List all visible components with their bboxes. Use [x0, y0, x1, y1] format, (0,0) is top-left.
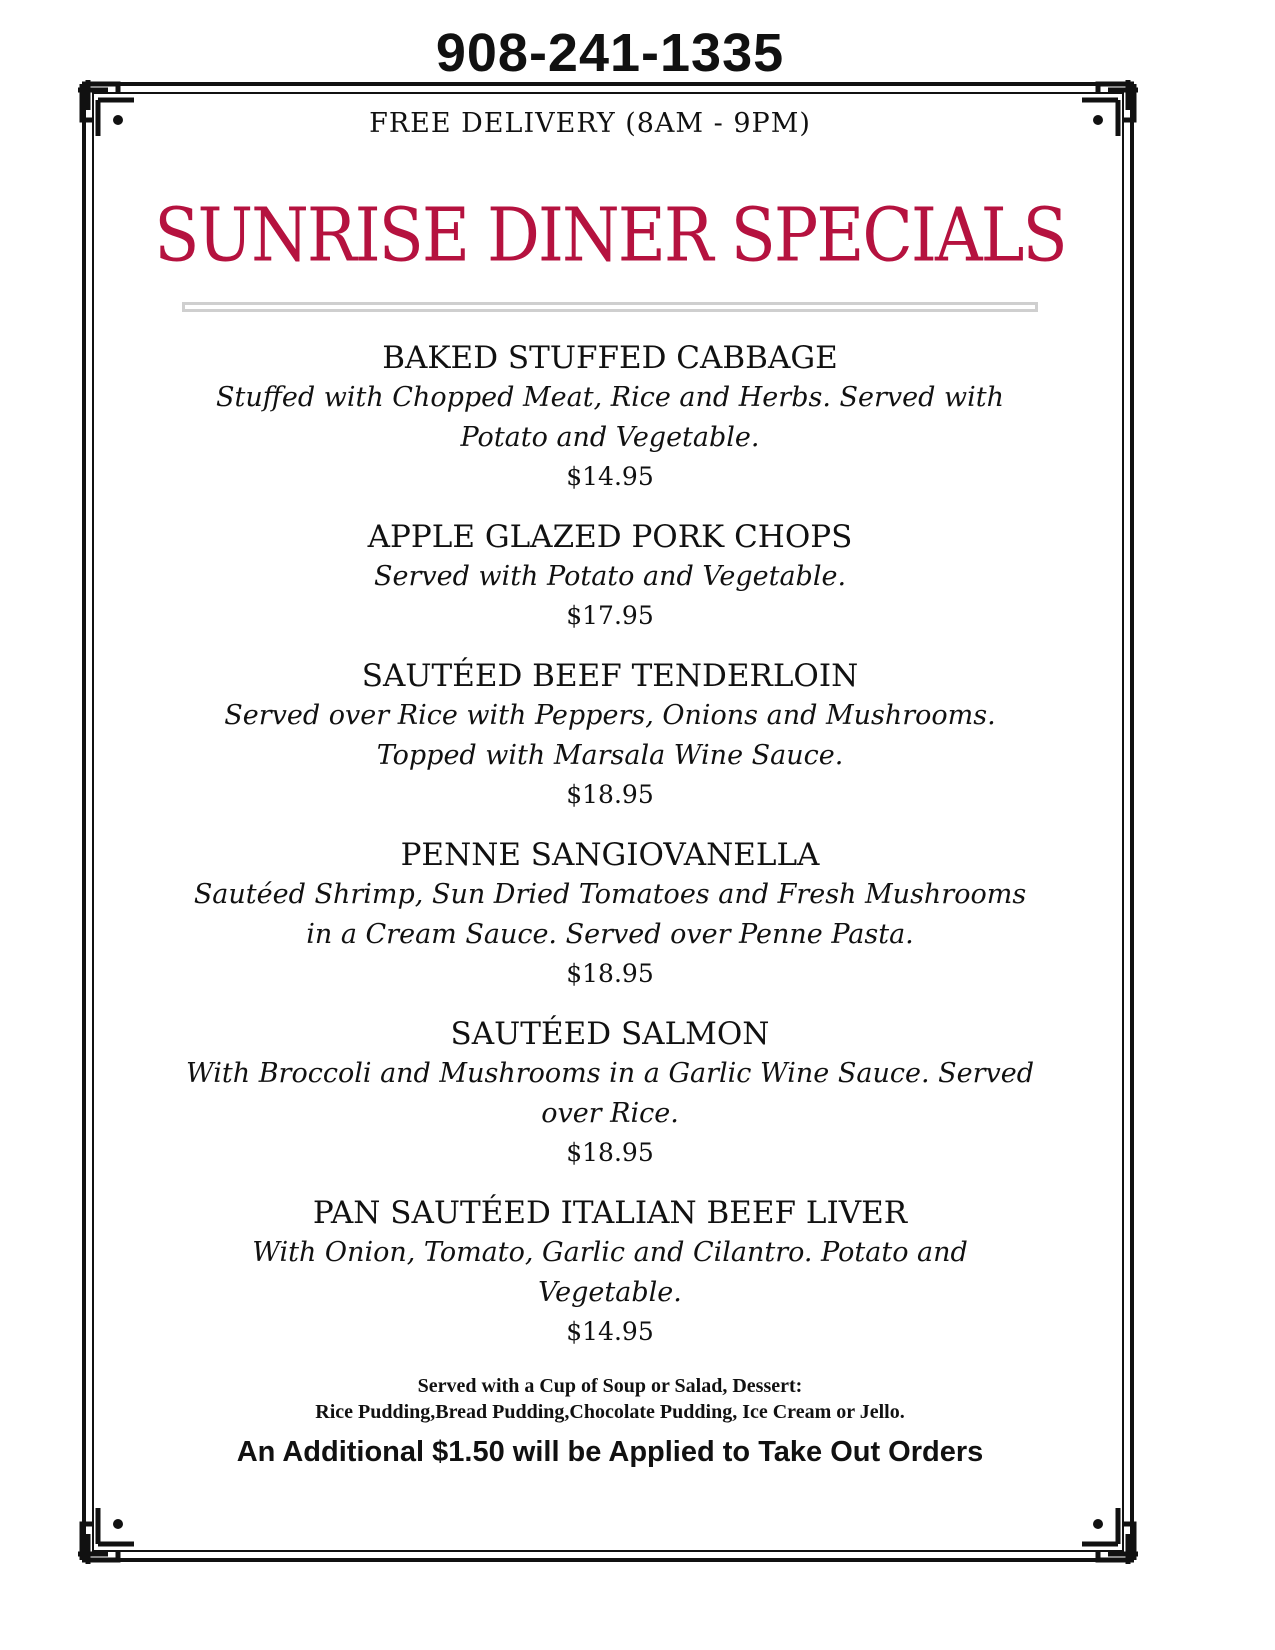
item-description: With Broccoli and Mushrooms in a Garlic Wine Sauce. Served over Rice.: [185, 1058, 1035, 1129]
item-price: $18.95: [566, 959, 654, 988]
corner-ornament-icon: [1082, 1508, 1138, 1564]
item-description: With Onion, Tomato, Garlic and Cilantro. Potato and Vegetable.: [252, 1237, 968, 1308]
menu-item: [140, 1014, 1080, 1172]
item-name: SAUTÉED BEEF TENDERLOIN: [361, 658, 859, 694]
item-name: APPLE GLAZED PORK CHOPS: [367, 519, 853, 555]
menu-content: [140, 104, 1080, 1471]
item-description: Served with Potato and Vegetable.: [373, 561, 847, 592]
item-price: $17.95: [566, 601, 654, 630]
menu-item: [140, 1193, 1080, 1351]
item-name: PAN SAUTÉED ITALIAN BEEF LIVER: [312, 1195, 908, 1231]
item-price: $14.95: [566, 462, 654, 491]
menu-item: [140, 835, 1080, 993]
corner-ornament-icon: [78, 1508, 134, 1564]
sides-note: [140, 1373, 1080, 1425]
menu-item: [140, 656, 1080, 814]
item-price: $14.95: [566, 1317, 654, 1346]
item-name: PENNE SANGIOVANELLA: [400, 837, 820, 873]
phone-number: 908-241-1335: [435, 23, 785, 83]
item-name: SAUTÉED SALMON: [450, 1016, 770, 1052]
menu-title: SUNRISE DINER SPECIALS: [154, 192, 1066, 279]
item-price: $18.95: [566, 1138, 654, 1167]
item-description: Sautéed Shrimp, Sun Dried Tomatoes and Fresh Mushrooms in a Cream Sauce. Served over Penne Pasta.: [193, 879, 1027, 950]
item-description: Served over Rice with Peppers, Onions and Mushrooms. Topped with Marsala Wine Sauce.: [224, 700, 996, 771]
specials-list: [140, 338, 1080, 1351]
sides-note-line: Served with a Cup of Soup or Salad, Dessert:: [417, 1375, 803, 1397]
delivery-hours: FREE DELIVERY (8AM - 9PM): [369, 108, 811, 139]
item-name: BAKED STUFFED CABBAGE: [382, 340, 838, 376]
title-divider: [182, 302, 1038, 312]
item-price: $18.95: [566, 780, 654, 809]
item-description: Stuffed with Chopped Meat, Rice and Herbs. Served with Potato and Vegetable.: [216, 382, 1004, 453]
menu-item: [140, 338, 1080, 496]
dessert-options-line: Rice Pudding,Bread Pudding,Chocolate Pudding, Ice Cream or Jello.: [315, 1401, 905, 1423]
menu-item: [140, 517, 1080, 635]
corner-ornament-icon: [1082, 80, 1138, 136]
takeout-surcharge-note: An Additional $1.50 will be Applied to Take Out Orders: [236, 1436, 984, 1468]
